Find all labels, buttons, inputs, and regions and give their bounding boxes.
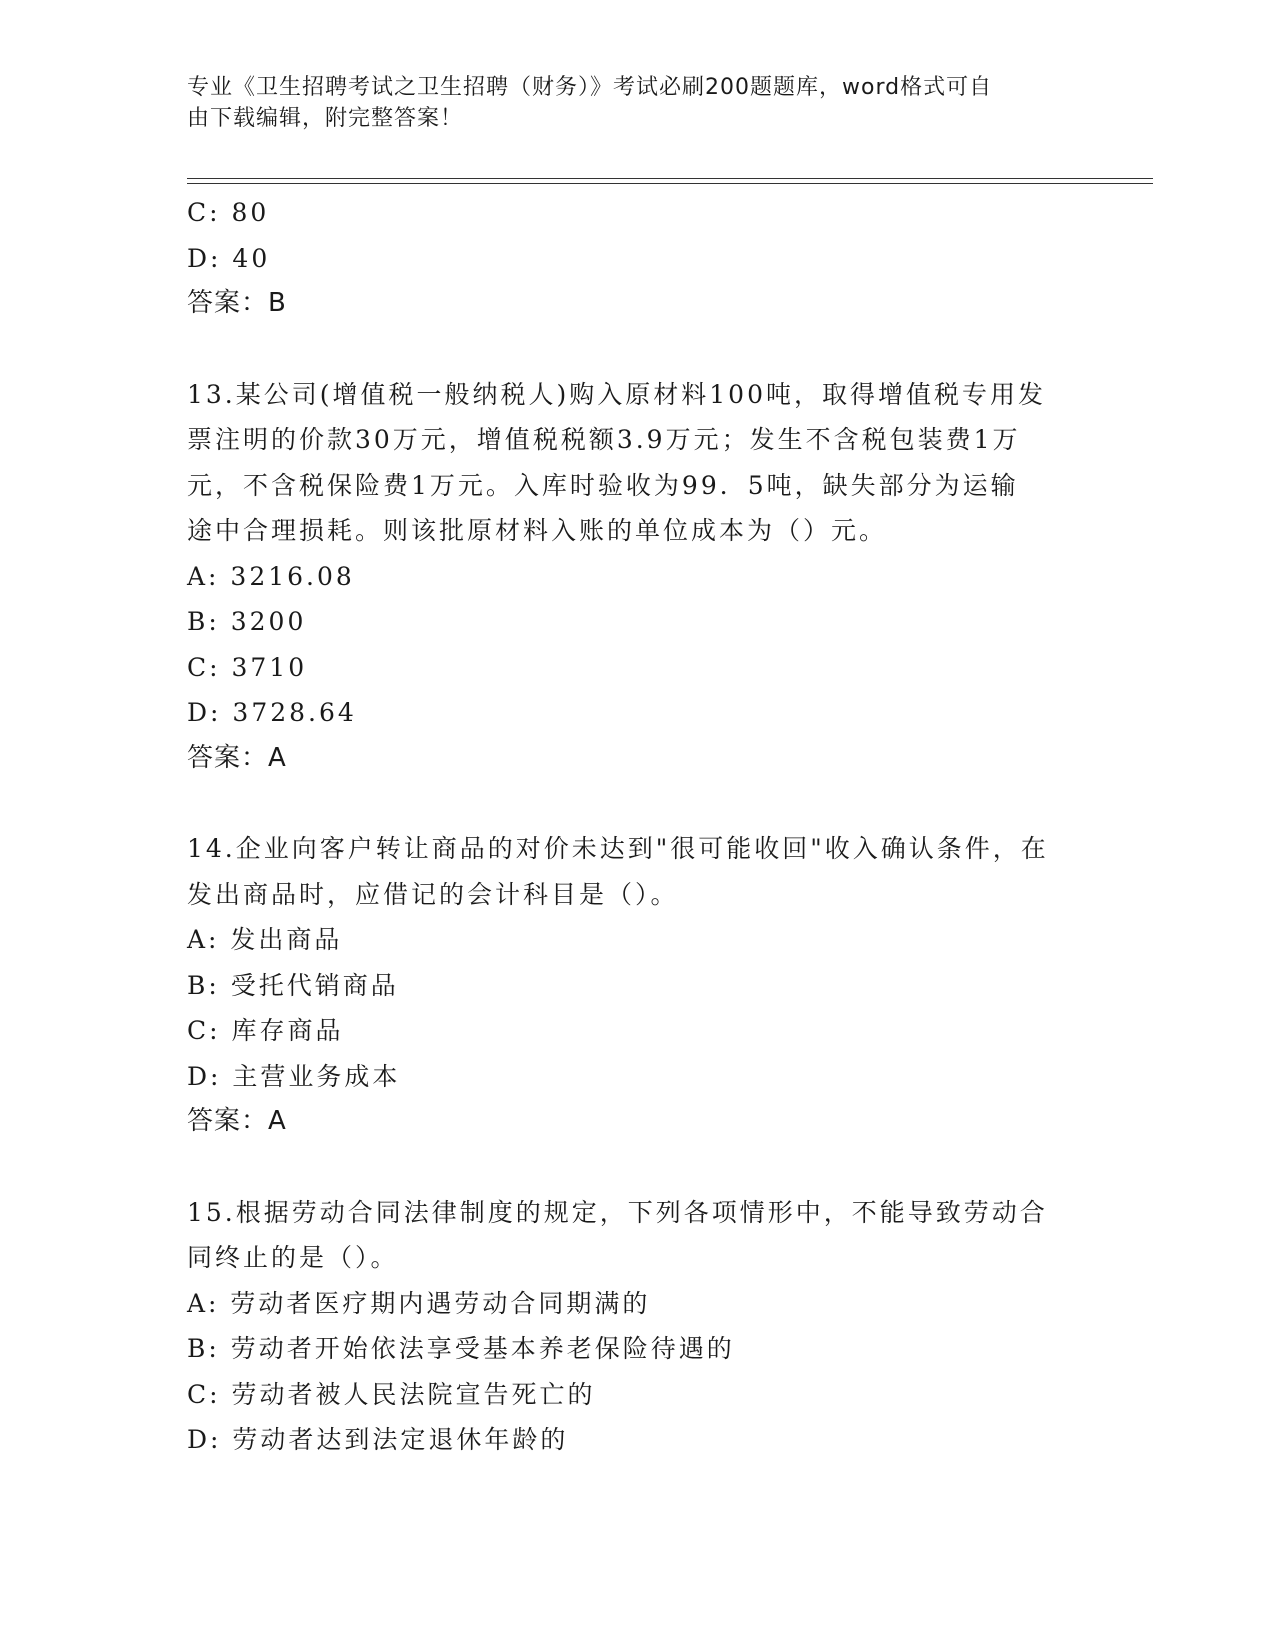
question-text-line: 票注明的价款30万元，增值税税额3.9万元；发生不含税包装费1万 [187, 425, 1021, 454]
option-a: A: 劳动者医疗期内遇劳动合同期满的 [187, 1288, 651, 1318]
option-b: B: 劳动者开始依法享受基本养老保险待遇的 [187, 1334, 735, 1363]
header-line-2: 由下载编辑，附完整答案！ [187, 106, 464, 131]
question-text-line: 发出商品时，应借记的会计科目是（）。 [187, 879, 679, 909]
question-text-line: 14.企业向客户转让商品的对价未达到"很可能收回"收入确认条件，在 [187, 834, 1049, 863]
option-c: C: 库存商品 [187, 1016, 344, 1045]
question-text-line: 15.根据劳动合同法律制度的规定，下列各项情形中，不能导致劳动合 [187, 1197, 1048, 1227]
question-15 [187, 1190, 1087, 1463]
option-a: A: 发出商品 [187, 925, 343, 954]
option-c: C: 80 [187, 198, 270, 227]
option-d: D: 主营业务成本 [187, 1061, 401, 1091]
question-text-line: 途中合理损耗。则该批原材料入账的单位成本为（）元。 [187, 516, 888, 545]
answer-line: 答案：A [187, 742, 287, 773]
header-line-1: 专业《卫生招聘考试之卫生招聘（财务）》考试必刷200题题库，word格式可自 [187, 75, 993, 100]
option-d: D: 3728.64 [187, 698, 357, 727]
option-d: D: 40 [187, 243, 271, 273]
option-b: B: 受托代销商品 [187, 970, 399, 1000]
option-b: B: 3200 [187, 607, 307, 636]
option-c: C: 3710 [187, 652, 308, 682]
question-text-line: 13.某公司(增值税一般纳税人)购入原材料100吨，取得增值税专用发 [187, 379, 1046, 409]
question-text-line: 同终止的是（）。 [187, 1243, 399, 1272]
question-13 [187, 372, 1087, 782]
option-c: C: 劳动者被人民法院宣告死亡的 [187, 1379, 596, 1409]
question-14 [187, 826, 1087, 1145]
question-content [187, 190, 1087, 1463]
question-text-line: 元，不含税保险费1万元。入库时验收为99．5吨，缺失部分为运输 [187, 470, 1019, 500]
document-header [187, 72, 1067, 134]
answer-line: 答案：B [187, 288, 287, 318]
answer-line: 答案：A [187, 1106, 287, 1136]
header-divider-bottom [187, 183, 1153, 184]
header-divider-top [187, 178, 1153, 179]
option-a: A: 3216.08 [187, 561, 355, 591]
option-d: D: 劳动者达到法定退休年龄的 [187, 1425, 569, 1454]
